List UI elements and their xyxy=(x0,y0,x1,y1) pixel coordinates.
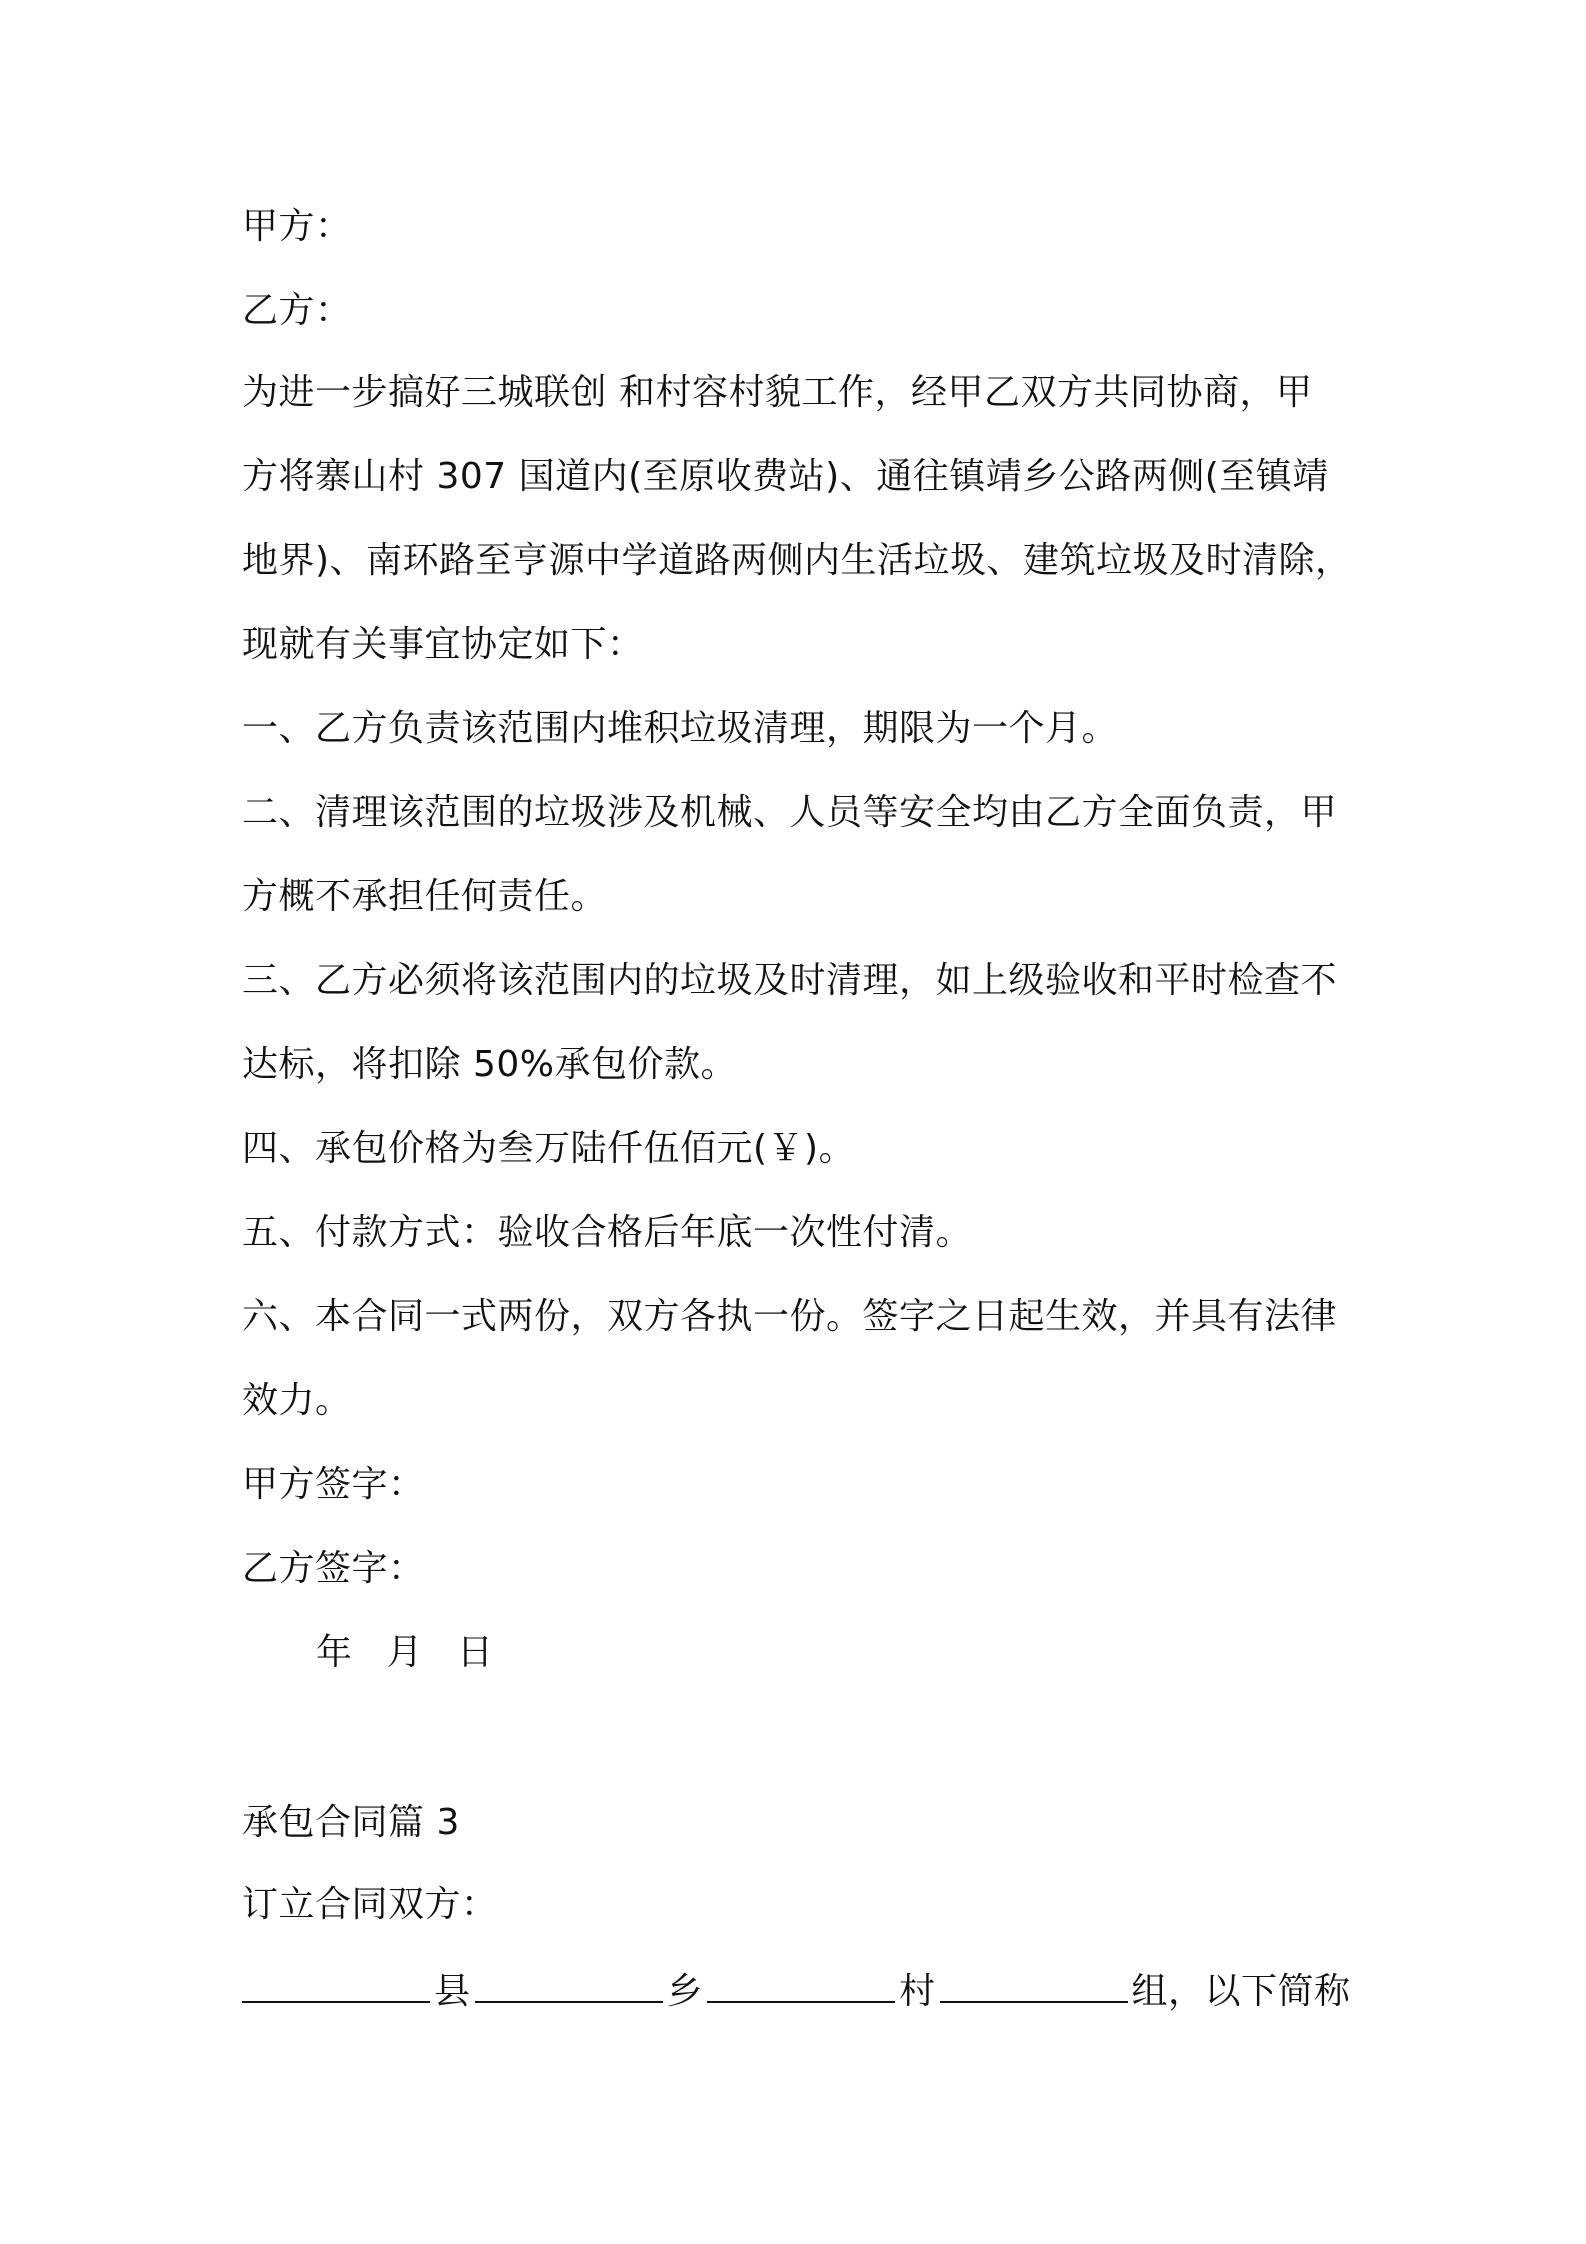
clause-3-continued: 达标，将扣除 50%承包价款。 xyxy=(242,1044,737,1085)
county-blank[interactable] xyxy=(242,1967,430,2003)
village-label: 村 xyxy=(899,1971,936,2012)
clause-6-continued: 效力。 xyxy=(242,1380,352,1421)
clause-5: 五、付款方式：验收合格后年底一次性付清。 xyxy=(242,1212,973,1253)
group-blank[interactable] xyxy=(940,1967,1128,2003)
signature-date xyxy=(316,1631,1446,1675)
party-a-signature-label: 甲方签字： xyxy=(242,1464,425,1505)
party-b-label: 乙方： xyxy=(242,290,352,331)
township-blank[interactable] xyxy=(475,1967,663,2003)
clause-3: 三、乙方必须将该范围内的垃圾及时清理，如上级验收和平时检查不 xyxy=(242,960,1338,1001)
county-label: 县 xyxy=(434,1971,471,2012)
section-title: 承包合同篇 3 xyxy=(242,1802,460,1843)
clause-4: 四、承包价格为叁万陆仟伍佰元(￥)。 xyxy=(242,1128,856,1169)
township-label: 乡 xyxy=(666,1971,704,2012)
party-a-label: 甲方： xyxy=(242,206,352,247)
group-suffix: 组，以下简称 xyxy=(1131,1971,1351,2012)
clause-2-continued: 方概不承担任何责任。 xyxy=(242,876,608,917)
date-year: 年 xyxy=(316,1632,353,1673)
date-day: 日 xyxy=(456,1632,494,1673)
clause-2: 二、清理该范围的垃圾涉及机械、人员等安全均由乙方全面负责，甲 xyxy=(242,792,1338,833)
date-month: 月 xyxy=(386,1632,423,1673)
intro-line: 现就有关事宜协定如下： xyxy=(242,624,644,665)
intro-line: 方将寨山村 307 国道内(至原收费站)、通往镇靖乡公路两侧(至镇靖 xyxy=(242,456,1329,497)
address-fill-line xyxy=(242,1967,1372,2014)
party-b-signature-label: 乙方签字： xyxy=(242,1548,425,1589)
intro-line: 地界)、南环路至亨源中学道路两侧内生活垃圾、建筑垃圾及时清除， xyxy=(242,540,1352,581)
clause-6: 六、本合同一式两份，双方各执一份。签字之日起生效，并具有法律 xyxy=(242,1296,1338,1337)
village-blank[interactable] xyxy=(707,1967,895,2003)
intro-line: 为进一步搞好三城联创 和村容村貌工作，经甲乙双方共同协商，甲 xyxy=(242,372,1313,413)
clause-1: 一、乙方负责该范围内堆积垃圾清理，期限为一个月。 xyxy=(242,708,1119,749)
contract-parties-label: 订立合同双方： xyxy=(242,1884,498,1925)
